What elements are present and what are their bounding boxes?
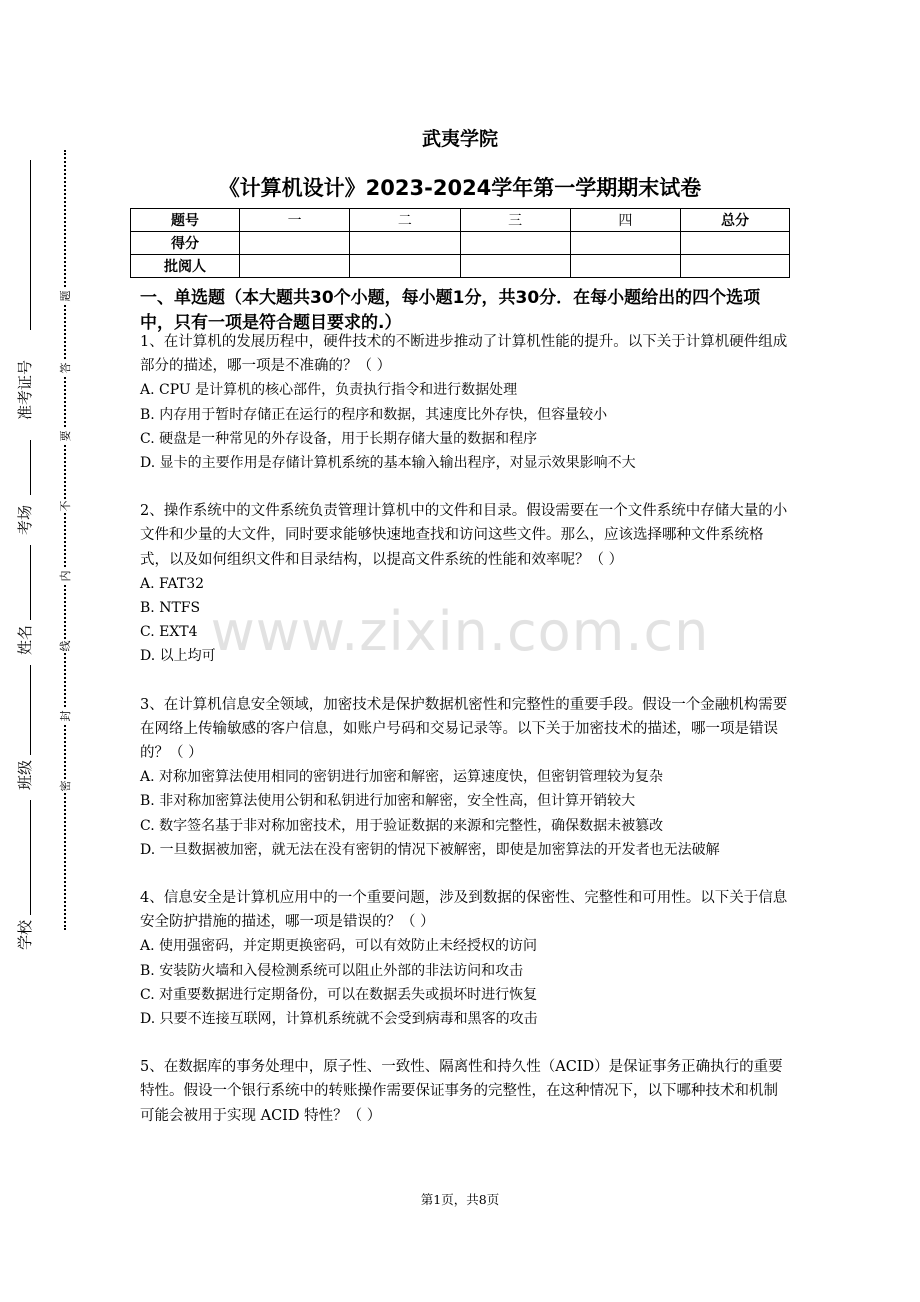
margin-line-class (30, 665, 31, 755)
option: C. 硬盘是一种常见的外存设备，用于长期存储大量的数据和程序 (140, 430, 538, 447)
option: B. 内存用于暂时存储正在运行的程序和数据，其速度比外存快，但容量较小 (140, 406, 608, 423)
score-row (131, 232, 790, 255)
option: A. 对称加密算法使用相同的密钥进行加密和解密，运算速度快，但密钥管理较为复杂 (140, 769, 664, 786)
option: C. 数字签名基于非对称加密技术，用于验证数据的来源和完整性，确保数据未被篡改 (140, 817, 664, 834)
question-list (140, 330, 788, 1152)
question-stem: 2、操作系统中的文件系统负责管理计算机中的文件和目录。假设需要在一个文件系统中存储大量的小文件和少量的大文件，同时要求能够快速地查找和访问这些文件。那么，应该选择哪种文件系统格式，以及如何组织文件和目录结构，以提高文件系统的性能和效率呢？（ ） (140, 503, 788, 568)
margin-label-name: 姓名 (16, 624, 34, 655)
score-col: 三 (460, 209, 570, 232)
option: B. 非对称加密算法使用公钥和私钥进行加密和解密，安全性高，但计算开销较大 (140, 793, 636, 810)
reviewer-cell[interactable] (570, 255, 680, 278)
score-row-label: 得分 (131, 232, 240, 255)
score-cell[interactable] (570, 232, 680, 255)
seal-char: 密 (59, 780, 72, 792)
seal-char: 封 (59, 710, 72, 722)
option: D. 以上均可 (140, 648, 216, 665)
question (140, 693, 788, 862)
score-col: 二 (350, 209, 460, 232)
score-cell[interactable] (460, 232, 570, 255)
score-col: 一 (240, 209, 350, 232)
page-footer: 第1页，共8页 (420, 1192, 500, 1207)
option: C. 对重要数据进行定期备份，可以在数据丢失或损坏时进行恢复 (140, 986, 538, 1003)
seal-dotted-line (64, 150, 66, 930)
reviewer-cell[interactable] (240, 255, 350, 278)
reviewer-cell[interactable] (681, 255, 790, 278)
question (140, 499, 788, 668)
reviewer-row (131, 255, 790, 278)
margin-label-exam-id: 准考证号 (16, 359, 34, 420)
question-stem: 1、在计算机的发展历程中，硬件技术的不断进步推动了计算机性能的提升。以下关于计算机硬件组成部分的描述，哪一项是不准确的？（ ） (140, 334, 788, 375)
reviewer-cell[interactable] (460, 255, 570, 278)
option: A. FAT32 (140, 575, 205, 592)
question (140, 886, 788, 1031)
seal-char: 线 (59, 640, 72, 652)
option: B. NTFS (140, 600, 201, 617)
reviewer-row-label: 批阅人 (131, 255, 240, 278)
option: D. 一旦数据被加密，就无法在没有密钥的情况下被解密，即使是加密算法的开发者也无法破解 (140, 841, 720, 858)
seal-char: 答 (59, 362, 72, 374)
score-col-label: 题号 (131, 209, 240, 232)
reviewer-cell[interactable] (350, 255, 460, 278)
seal-char: 内 (59, 570, 72, 582)
margin-label-class: 班级 (16, 759, 34, 790)
score-col: 四 (570, 209, 680, 232)
margin-label-exam-room: 考场 (16, 504, 34, 535)
option: C. EXT4 (140, 624, 198, 641)
score-cell[interactable] (681, 232, 790, 255)
margin-label-school: 学校 (16, 919, 34, 950)
seal-char: 不 (59, 500, 72, 512)
score-col-total: 总分 (681, 209, 790, 232)
score-cell[interactable] (350, 232, 460, 255)
option: D. 只要不连接互联网，计算机系统就不会受到病毒和黑客的攻击 (140, 1011, 538, 1028)
score-table-header-row (131, 209, 790, 232)
option: B. 安装防火墙和入侵检测系统可以阻止外部的非法访问和攻击 (140, 962, 524, 979)
school-name: 武夷学院 (421, 128, 498, 150)
score-cell[interactable] (240, 232, 350, 255)
margin-line-exam-room (30, 440, 31, 495)
option: D. 显卡的主要作用是存储计算机系统的基本输入输出程序，对显示效果影响不大 (140, 455, 636, 472)
question-stem: 5、在数据库的事务处理中，原子性、一致性、隔离性和持久性（ACID）是保证事务正确执行的重要特性。假设一个银行系统中的转账操作需要保证事务的完整性，在这种情况下，以下哪种技术和机制可能会被用于实现 ACID 特性？（ ） (140, 1059, 783, 1124)
option: A. CPU 是计算机的核心部件，负责执行指令和进行数据处理 (140, 382, 518, 399)
option: A. 使用强密码，并定期更换密码，可以有效防止未经授权的访问 (140, 938, 538, 955)
margin-line-school (30, 800, 31, 915)
margin-line-name (30, 545, 31, 620)
exam-title: 《计算机设计》2023-2024学年第一学期期末试卷 (218, 176, 702, 200)
question (140, 330, 788, 475)
question (140, 1055, 788, 1128)
score-table (130, 208, 790, 278)
question-stem: 3、在计算机信息安全领域，加密技术是保护数据机密性和完整性的重要手段。假设一个金融机构需要在网络上传输敏感的客户信息，如账户号码和交易记录等。以下关于加密技术的描述，哪一项是错误的？（ ） (140, 696, 788, 762)
seal-char: 要 (59, 430, 72, 442)
seal-char: 题 (59, 290, 72, 302)
question-stem: 4、信息安全是计算机应用中的一个重要问题，涉及到数据的保密性、完整性和可用性。以下关于信息安全防护措施的描述，哪一项是错误的？（ ） (140, 890, 788, 931)
section-heading: 一、单选题（本大题共30个小题，每小题1分，共30分．在每小题给出的四个选项中，只有一项是符合题目要求的.） (140, 288, 761, 333)
watermark: www.zixin.com.cn (210, 600, 710, 663)
